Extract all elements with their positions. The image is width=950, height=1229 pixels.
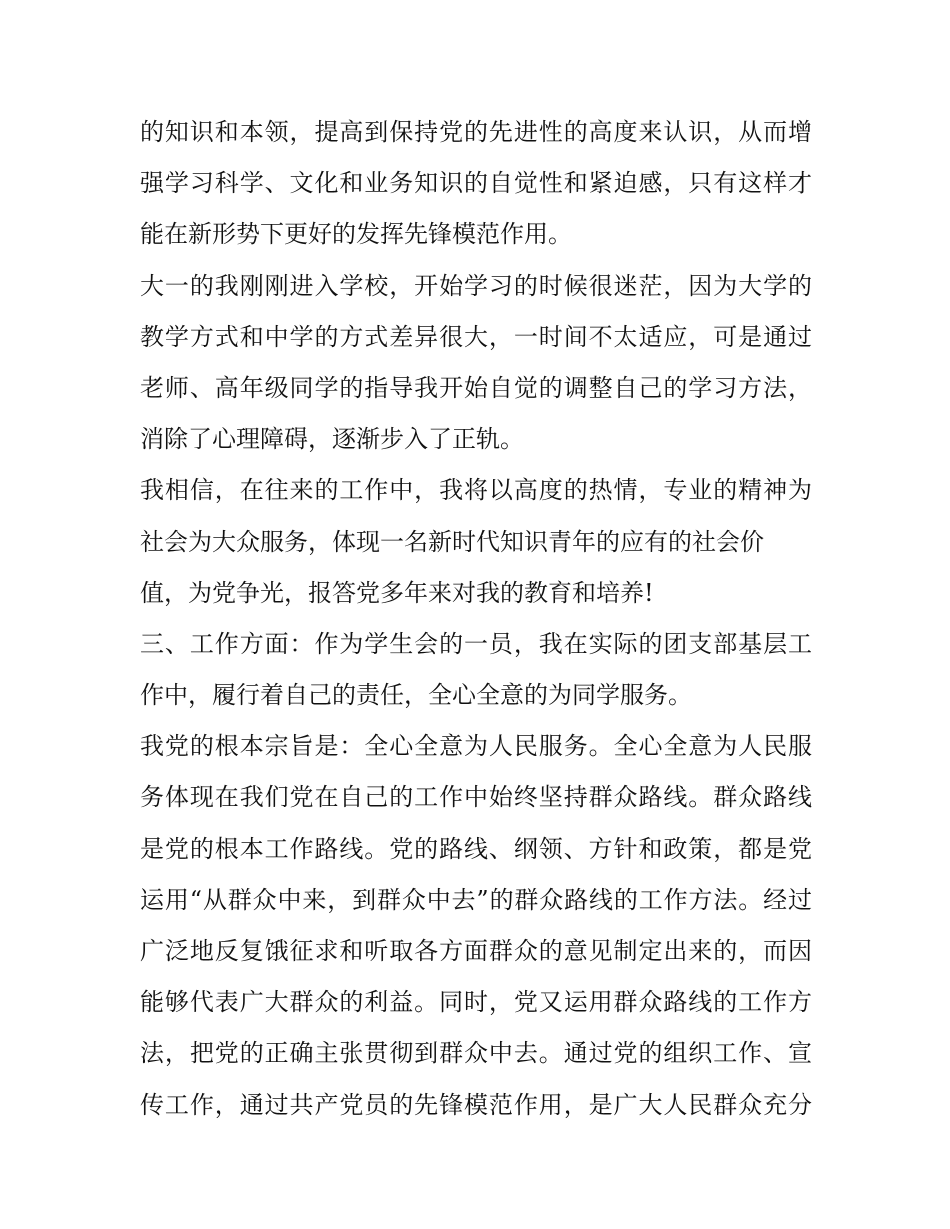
paragraph-3 [140,465,812,619]
text-line: 我党的根本宗旨是：全心全意为人民服务。全心全意为人民服 [140,732,812,761]
text-line: 消除了心理障碍，逐渐步入了正轨。 [140,425,524,454]
paragraph-2 [140,261,812,466]
text-line: 大一的我刚刚进入学校，开始学习的时候很迷茫，因为大学的 [140,271,812,300]
text-line: 的知识和本领，提高到保持党的先进性的高度来认识，从而增 [140,118,812,146]
paragraph-4 [140,619,812,721]
text-line: 教学方式和中学的方式差异很大，一时间不太适应，可是通过 [140,322,812,351]
text-line: 社会为大众服务，体现一名新时代知识青年的应有的社会价 [140,527,764,556]
text-line: 强学习科学、文化和业务知识的自觉性和紧迫感，只有这样才 [140,169,812,198]
text-line: 我相信，在往来的工作中，我将以高度的热情，专业的精神为 [140,476,812,505]
text-line: 法，把党的正确主张贯彻到群众中去。通过党的组织工作、宣 [140,1039,812,1068]
paragraph-1 [140,107,812,261]
text-line: 三、工作方面：作为学生会的一员，我在实际的团支部基层工 [140,629,812,658]
text-line: 老师、高年级同学的指导我开始自觉的调整自己的学习方法， [140,373,812,402]
paragraph-5 [140,721,812,1131]
text-line: 务体现在我们党在自己的工作中始终坚持群众路线。群众路线 [140,783,812,812]
text-line: 广泛地反复饿征求和听取各方面群众的意见制定出来的，而因 [140,937,812,965]
text-line: 作中，履行着自己的责任，全心全意的为同学服务。 [140,681,692,710]
text-line: 能够代表广大群众的利益。同时，党又运用群众路线的工作方 [140,988,812,1017]
text-line: 运用“从群众中来，到群众中去”的群众路线的工作方法。经过 [140,885,812,914]
text-line: 能在新形势下更好的发挥先锋模范作用。 [140,220,572,249]
text-line: 是党的根本工作路线。党的路线、纲领、方针和政策，都是党 [140,834,812,863]
text-line: 传工作，通过共产党员的先锋模范作用，是广大人民群众充分 [140,1090,812,1119]
document-body [140,107,812,1131]
text-line: 值，为党争光，报答党多年来对我的教育和培养! [140,578,654,607]
